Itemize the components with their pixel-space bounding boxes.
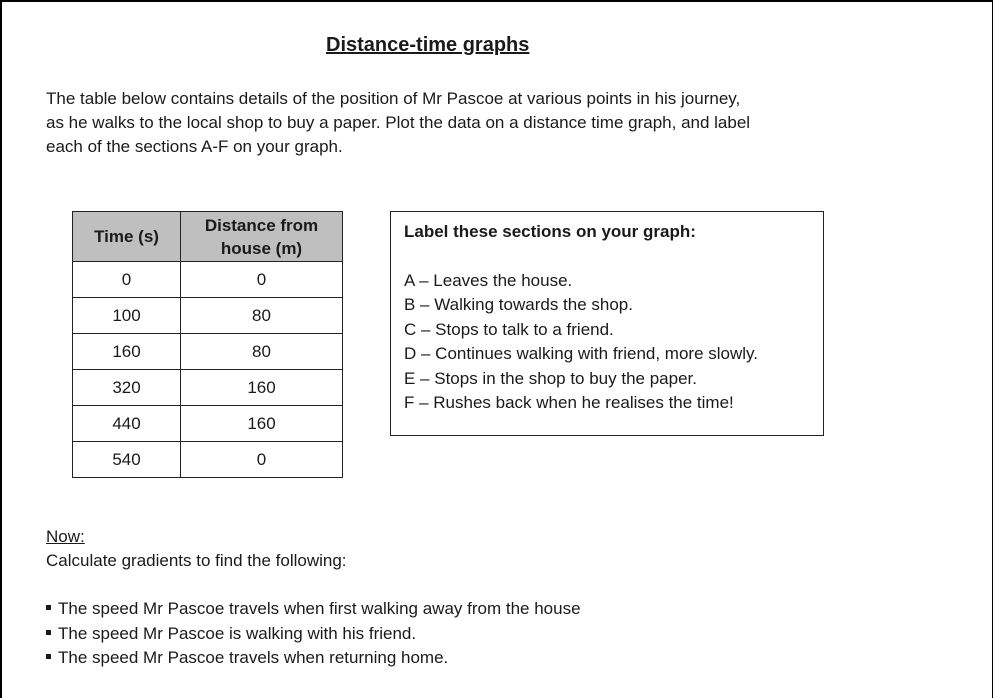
distance-cell: 80 <box>181 334 343 370</box>
square-bullet-icon <box>46 630 51 635</box>
distance-cell: 0 <box>181 262 343 298</box>
now-heading: Now: <box>46 527 85 546</box>
distance-cell: 160 <box>181 406 343 442</box>
table-header-row <box>73 212 343 262</box>
list-item: D – Continues walking with friend, more slowly. <box>404 344 758 364</box>
header-distance <box>181 212 343 262</box>
intro-line: The table below contains details of the position of Mr Pascoe at various points in his journey, <box>46 89 741 108</box>
time-cell: 320 <box>73 370 181 406</box>
header-distance-text: Distance from house (m) <box>204 215 319 258</box>
task-text: The speed Mr Pascoe travels when returning home. <box>58 648 449 667</box>
list-item: A – Leaves the house. <box>404 271 573 290</box>
intro-line: each of the sections A-F on your graph. <box>46 137 343 156</box>
task-text: The speed Mr Pascoe is walking with his friend. <box>58 623 417 643</box>
now-instruction: Calculate gradients to find the following: <box>46 551 347 570</box>
header-time: Time (s) <box>73 212 181 262</box>
table-row <box>73 334 343 370</box>
journey-data-table <box>72 211 343 478</box>
table-row <box>73 406 343 442</box>
square-bullet-icon <box>46 654 51 659</box>
list-item <box>46 646 581 671</box>
distance-cell: 160 <box>181 370 343 406</box>
time-cell: 0 <box>73 262 181 298</box>
table-row <box>73 262 343 298</box>
list-item <box>46 622 581 647</box>
time-cell: 540 <box>73 442 181 478</box>
distance-cell: 0 <box>181 442 343 478</box>
list-item: C – Stops to talk to a friend. <box>404 319 614 339</box>
intro-line: as he walks to the local shop to buy a paper. Plot the data on a distance time graph, and label <box>46 113 751 132</box>
task-text: The speed Mr Pascoe travels when first walking away from the house <box>58 599 581 618</box>
intro-paragraph <box>46 87 846 159</box>
section-labels-list <box>404 269 823 415</box>
now-section <box>46 525 581 671</box>
section-labels-box <box>390 211 824 436</box>
table-row <box>73 370 343 406</box>
page-title: Distance-time graphs <box>326 34 530 56</box>
distance-cell: 80 <box>181 298 343 334</box>
table-row <box>73 442 343 478</box>
list-item: E – Stops in the shop to buy the paper. <box>404 368 697 388</box>
time-cell: 440 <box>73 406 181 442</box>
list-item: B – Walking towards the shop. <box>404 295 633 315</box>
list-item <box>46 597 581 622</box>
time-cell: 100 <box>73 298 181 334</box>
section-labels-heading: Label these sections on your graph: <box>404 222 696 241</box>
square-bullet-icon <box>46 605 51 610</box>
tasks-list <box>46 597 581 671</box>
table-row <box>73 298 343 334</box>
list-item: F – Rushes back when he realises the time! <box>404 393 734 413</box>
time-cell: 160 <box>73 334 181 370</box>
